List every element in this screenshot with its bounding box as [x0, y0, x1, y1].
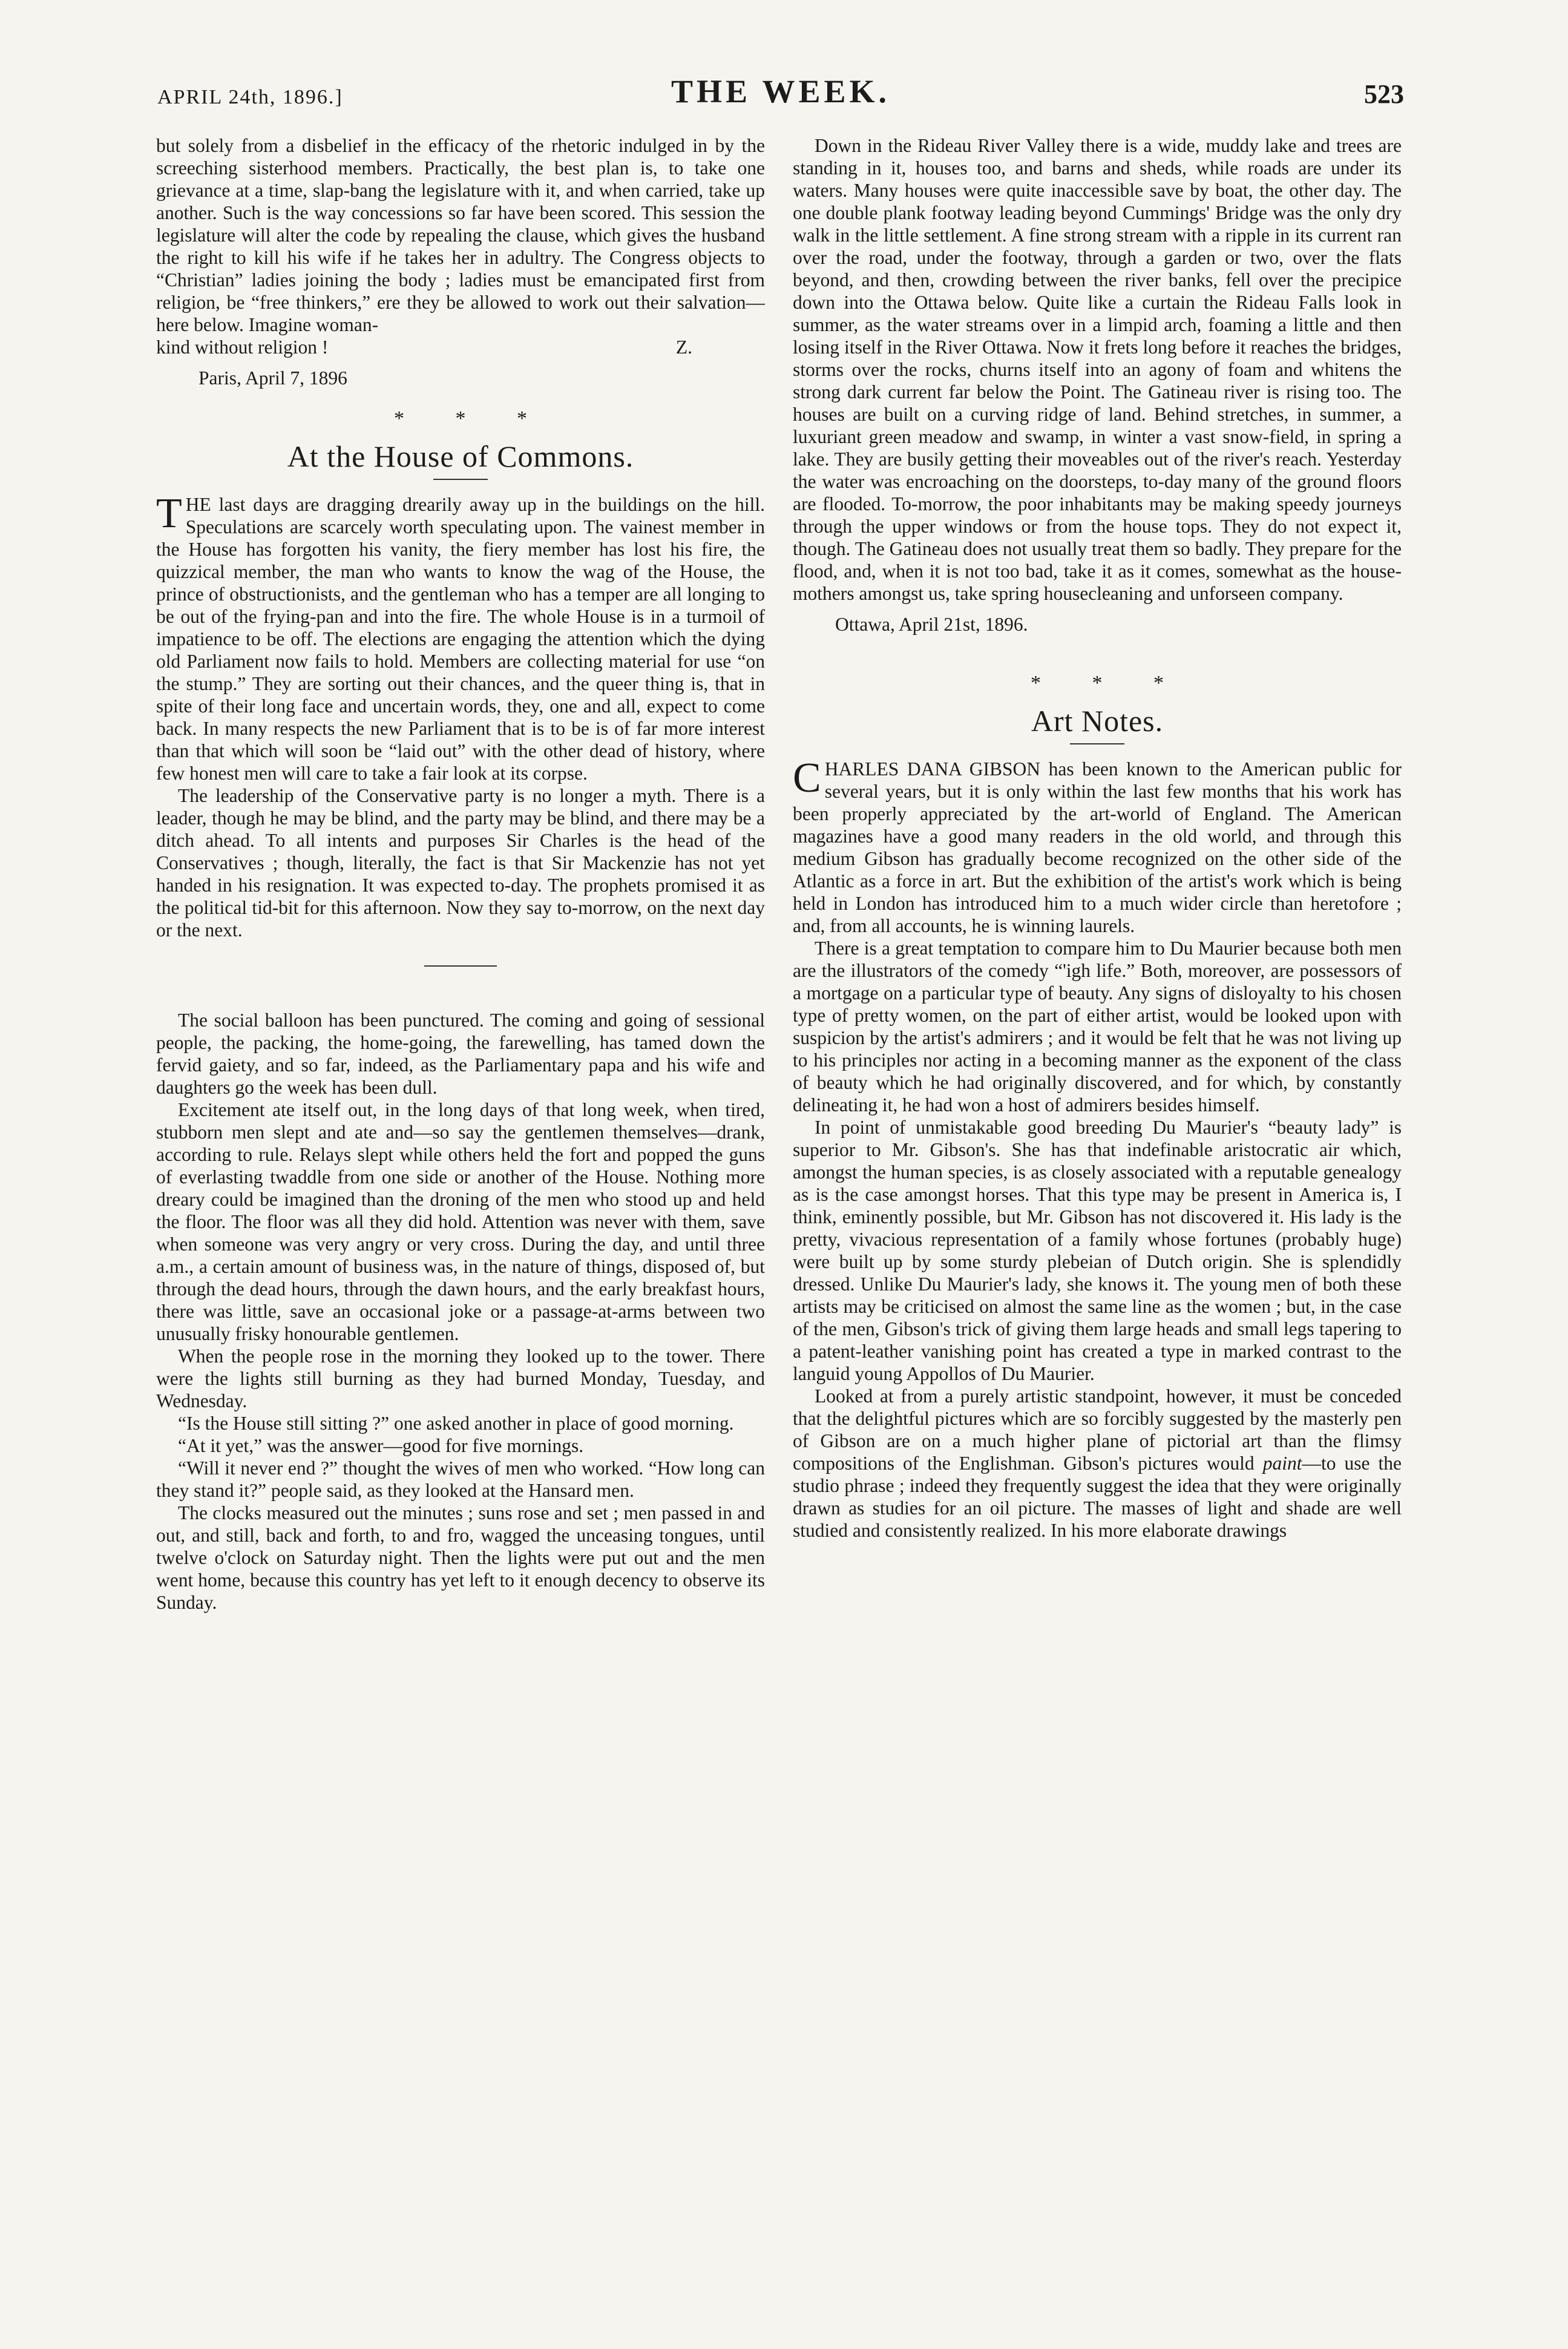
- paris-letter-last-line: kind without religion !: [156, 337, 329, 358]
- commons-paragraph: “Will it never end ?” thought the wives of men who worked. “How long can they stand it?” people said, as they looked at the Hansard men.: [156, 1457, 765, 1501]
- page-number: 523: [1364, 79, 1404, 109]
- commons-paragraph: When the people rose in the morning they looked up to the tower. There were the lights still burning as they had burned Monday, Tuesday, and Wednesday.: [156, 1345, 765, 1411]
- section-rule: [424, 965, 497, 967]
- drop-cap: C: [793, 755, 821, 801]
- masthead-title: THE WEEK.: [671, 73, 891, 110]
- art-paragraph: In point of unmistakable good breeding Du Maurier's “beauty lady” is superior to Mr. Gibson's. She has that indefinable aristocratic air which, amongst the human species, is as closely associated with a reputable genealogy as is the case amongst horses. That this type may be present in America is, I think, eminently possible, but Mr. Gibson has not discovered it. His lady is the pretty, vivacious representation of a family whose fortunes (probably huge) were built up by some sturdy plebeian of Dutch origin. She is splendidly dressed. Unlike Du Maurier's lady, she knows it. The young men of both these artists may be criticised on almost the same line as the women ; but, in the case of the men, Gibson's trick of giving them large heads and small legs tapering to a patent-leather vanishing point has created a type in marked contrast to the languid young Appollos of Du Maurier.: [793, 1117, 1402, 1384]
- signature-line: [156, 336, 765, 358]
- commons-paragraph: “At it yet,” was the answer—good for five mornings.: [178, 1435, 584, 1456]
- section-divider-stars: * * *: [394, 407, 550, 430]
- emphasis-word: paint: [1262, 1453, 1302, 1474]
- commons-paragraph: The social balloon has been punctured. The coming and going of sessional people, the packing, the home-going, the farewelling, has tamed down the fervid gaiety, and so far, indeed, as the Parliamentary papa and his wife and daughters go the week has been dull.: [156, 1010, 765, 1098]
- art-paragraph: [793, 1385, 1402, 1542]
- art-paragraph-text: Looked at from a purely artistic standpoint, however, it must be conceded that the delightful pictures which are so forcibly suggested by the masterly pen of Gibson are on a much higher plane of pictorial art than the flimsy compositions of the Englishman. Gibson's pictures would: [793, 1385, 1402, 1474]
- author-signature: Z.: [675, 337, 692, 358]
- art-paragraph: [793, 755, 1402, 937]
- left-column: [156, 134, 765, 2253]
- title-rule: [433, 479, 488, 480]
- commons-paragraph: Excitement ate itself out, in the long days of that long week, when tired, stubborn men slept and ate and—so say the gentlemen themselves—drank, according to rule. Relays slept while others held the fort and popped the guns of everlasting twaddle from one side or another of the House. Nothing more dreary could be imagined than the droning of the men who stood up and held the floor. The floor was all they did hold. Attention was never with them, save when someone was very angry or very cross. During the day, and until three a.m., a certain amount of business was, in the nature of things, disposed of, but through the dead hours, through the dawn hours, and the early breakfast hours, there was little, save an occasional joke or a passage-at-arms between two unusually frisky honourable gentlemen.: [156, 1099, 765, 1344]
- section-divider-stars: * * *: [1031, 672, 1187, 694]
- section-title-art-notes: Art Notes.: [1031, 704, 1164, 738]
- paris-dateline: Paris, April 7, 1896: [198, 367, 347, 389]
- page-header: [157, 73, 1404, 115]
- art-paragraph-text: HARLES DANA GIBSON has been known to the American public for several years, but it is only within the last few months that his work has been properly appreciated by the art-world of England. The American magazines have a good many readers in the old world, and through this medium Gibson has gradually become recognized on the other side of the Atlantic as a force in art. But the exhibition of the artist's work which is being held in London has introduced him to a much wider circle than heretofore ; and, from all accounts, he is winning laurels.: [793, 758, 1402, 936]
- ottawa-dateline: Ottawa, April 21st, 1896.: [835, 614, 1028, 635]
- commons-paragraph: The leadership of the Conservative party is no longer a myth. There is a leader, though he may be blind, and the party may be blind, and there may be a ditch ahead. To all intents and purposes Sir Charles is the head of the Conservatives ; though, literally, the fact is that Sir Mackenzie has not yet handed in his resignation. It was expected to-day. The prophets promised it as the political tid-bit for this afternoon. Now they say to-morrow, on the next day or the next.: [156, 785, 765, 941]
- commons-paragraph: “Is the House still sitting ?” one asked another in place of good morning.: [178, 1413, 734, 1434]
- drop-cap: T: [156, 490, 182, 537]
- art-paragraph-text: —to use the studio phrase ; indeed they frequently suggest the idea that they were originally drawn as studies for an oil picture. The masses of light and shade are well studied and consistently realized. In his more elaborate drawings: [793, 1453, 1402, 1541]
- rideau-paragraph: Down in the Rideau River Valley there is a wide, muddy lake and trees are standing in it, houses too, and barns and sheds, while roads are under its waters. Many houses were quite inaccessible save by boat, the other day. The one double plank footway leading beyond Cummings' Bridge was the only dry walk in the little settlement. A fine strong stream with a ripple in its current ran over the road, under the footway, through a garden or two, over the flats beyond, and then, crowding between the river banks, fell over the precipice down into the Ottawa below. Quite like a curtain the Rideau Falls look in summer, as the water streams over in a limpid arch, foaming a little and then losing itself in the River Ottawa. Now it frets long before it reaches the bridges, storms over the rocks, churns itself into an agony of foam and whitens the strong dark current far below the Point. The Gatineau river is rising too. The houses are built on a curving ridge of land. Behind stretches, in summer, a luxuriant green meadow and swamp, in winter a vast snow-field, in spring a lake. They are busily getting their moveables out of the river's reach. Yesterday the water was encroaching on the doorsteps, to-day many of the ground floors are flooded. To-morrow, the poor inhabitants may be making speedy journeys through the upper windows or from the house tops. They do not expect it, though. The Gatineau does not usually treat them so badly. They prepare for the flood, and, when it is not too bad, take it as it comes, somewhat as the house-mothers amongst us, take spring housecleaning and unforseen company.: [793, 135, 1402, 604]
- commons-paragraph: [156, 490, 765, 784]
- issue-date: APRIL 24th, 1896.]: [157, 86, 343, 108]
- paris-letter-continued: but solely from a disbelief in the efficacy of the rhetoric indulged in by the screeching sisterhood members. Practically, the best plan is, to take one grievance at a time, slap-bang the legislature with it, and when carried, take up another. Such is the way concessions so far have been scored. This session the legislature will alter the code by repealing the clause, which gives the husband the right to kill his wife if he takes her in adultry. The Congress objects to “Christian” ladies joining the body ; ladies must be emancipated first from religion, be “free thinkers,” ere they be allowed to work out their salvation—here below. Imagine woman-: [156, 135, 765, 335]
- commons-paragraph-text: HE last days are dragging drearily away up in the buildings on the hill. Speculations are scarcely worth speculating upon. The vainest member in the House has forgotten his vanity, the fiery member has lost his fire, the quizzical member, the man who wants to know the wag of the House, the prince of obstructionists, and the gentleman who has a temper are all longing to be out of the frying-pan and into the fire. The whole House is in a turmoil of impatience to be off. The elections are engaging the attention which the dying old Parliament now fails to hold. Members are collecting material for use “on the stump.” They are sorting out their chances, and the queer thing is, that in spite of their long face and uncertain words, they, one and all, expect to come back. In many respects the new Parliament that is to be is of far more interest than that which will soon be “laid out” with the other dead of history, where few honest men will care to take a fair look at its corpse.: [156, 494, 765, 784]
- commons-paragraph: The clocks measured out the minutes ; suns rose and set ; men passed in and out, and still, back and forth, to and fro, wagged the unceasing tongues, until twelve o'clock on Saturday night. Then the lights were put out and the men went home, because this country has yet left to it enough decency to observe its Sunday.: [156, 1502, 765, 1613]
- title-rule: [1070, 743, 1124, 744]
- section-title-house-of-commons: At the House of Commons.: [287, 439, 634, 473]
- art-paragraph: There is a great temptation to compare him to Du Maurier because both men are the illustrators of the comedy “'igh life.” Both, moreover, are possessors of a mortgage on a particular type of beauty. Any signs of disloyalty to his chosen type of pretty women, on the part of either artist, would be looked upon with suspicion by the artist's admirers ; and it would be felt that he was not living up to his principles nor acting in a becoming manner as the exponent of the class of beauty which he had originally discovered, and for which, by constantly delineating it, he had won a host of admirers besides himself.: [793, 938, 1402, 1115]
- right-column: [793, 134, 1402, 2253]
